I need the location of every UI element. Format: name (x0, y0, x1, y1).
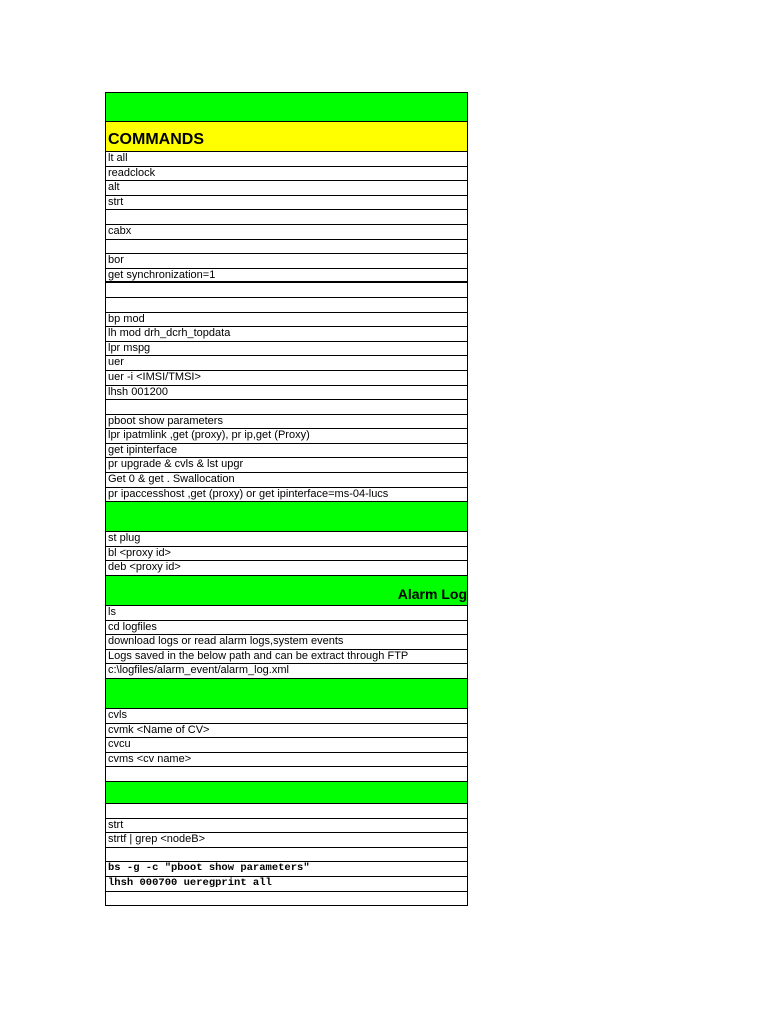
command-row: uer -i <IMSI/TMSI> (105, 371, 468, 386)
command-row: lpr mspg (105, 342, 468, 357)
command-row: Get 0 & get . Swallocation (105, 473, 468, 488)
command-row (105, 283, 468, 298)
green-band (105, 502, 468, 532)
command-row: lh mod drh_dcrh_topdata (105, 327, 468, 342)
command-row: strt (105, 819, 468, 834)
command-row: pr upgrade & cvls & lst upgr (105, 458, 468, 473)
command-row: cd logfiles (105, 621, 468, 636)
green-band (105, 679, 468, 709)
green-band-top (105, 92, 468, 122)
command-row: get synchronization=1 (105, 269, 468, 284)
section-f (105, 804, 468, 862)
command-row: cvcu (105, 738, 468, 753)
command-row (105, 804, 468, 819)
section-d (105, 606, 468, 679)
green-band (105, 782, 468, 804)
command-row: pr ipaccesshost ,get (proxy) or get ipinterface=ms-04-lucs (105, 488, 468, 503)
command-row (105, 767, 468, 782)
section-a (105, 152, 468, 283)
command-sheet (105, 92, 468, 906)
command-row (105, 892, 468, 907)
command-row (105, 210, 468, 225)
command-row: get ipinterface (105, 444, 468, 459)
command-row: bs -g -c "pboot show parameters" (105, 862, 468, 877)
command-row (105, 400, 468, 415)
command-row: bor (105, 254, 468, 269)
command-row: bp mod (105, 313, 468, 328)
command-row: Logs saved in the below path and can be extract through FTP (105, 650, 468, 665)
command-row: bl <proxy id> (105, 547, 468, 562)
command-row: c:\logfiles/alarm_event/alarm_log.xml (105, 664, 468, 679)
section-g (105, 862, 468, 906)
command-row: lt all (105, 152, 468, 167)
alarm-log-header: Alarm Log (105, 576, 468, 606)
section-e (105, 709, 468, 782)
command-row (105, 848, 468, 863)
commands-header: COMMANDS (105, 122, 468, 152)
command-row: st plug (105, 532, 468, 547)
command-row: strt (105, 196, 468, 211)
command-row: pboot show parameters (105, 415, 468, 430)
command-row: ls (105, 606, 468, 621)
command-row (105, 240, 468, 255)
command-row: lhsh 000700 ueregprint all (105, 877, 468, 892)
command-row: cvmk <Name of CV> (105, 724, 468, 739)
command-row: cabx (105, 225, 468, 240)
command-row: lhsh 001200 (105, 386, 468, 401)
command-row: download logs or read alarm logs,system events (105, 635, 468, 650)
command-row: deb <proxy id> (105, 561, 468, 576)
command-row: strtf | grep <nodeB> (105, 833, 468, 848)
command-row: cvms <cv name> (105, 753, 468, 768)
command-row: uer (105, 356, 468, 371)
command-row: alt (105, 181, 468, 196)
section-c (105, 532, 468, 576)
command-row: cvls (105, 709, 468, 724)
command-row: readclock (105, 167, 468, 182)
section-b (105, 283, 468, 502)
command-row (105, 298, 468, 313)
command-row: lpr ipatmlink ,get (proxy), pr ip,get (Proxy) (105, 429, 468, 444)
